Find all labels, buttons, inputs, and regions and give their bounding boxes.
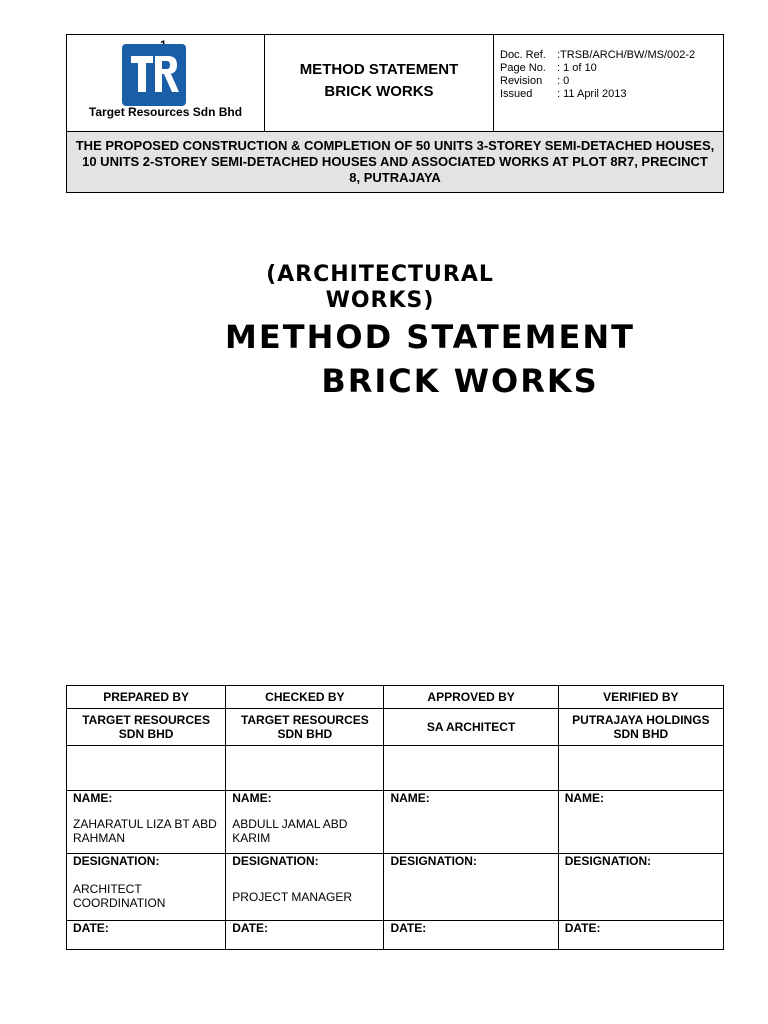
company-name: Target Resources Sdn Bhd <box>88 105 243 119</box>
designation-row <box>67 854 724 921</box>
org-verified: PUTRAJAYA HOLDINGS SDN BHD <box>558 709 723 746</box>
col-approved-by: APPROVED BY <box>384 686 558 709</box>
meta-page-no: Page No. : 1 of 10 <box>500 62 597 74</box>
name-row <box>67 791 724 854</box>
name-cell: NAME: ABDULL JAMAL ABD KARIM <box>226 791 384 854</box>
name-value: ABDULL JAMAL ABD KARIM <box>232 817 348 845</box>
document-meta <box>494 35 724 132</box>
meta-issued: Issued : 11 April 2013 <box>500 88 627 100</box>
col-verified-by: VERIFIED BY <box>558 686 723 709</box>
signature-cell <box>384 746 558 791</box>
date-cell: DATE: <box>384 921 558 950</box>
logo-cell <box>67 35 265 132</box>
org-prepared: TARGET RESOURCES SDN BHD <box>67 709 226 746</box>
header-title-line2: BRICK WORKS <box>324 83 434 100</box>
name-cell: NAME: <box>384 791 558 854</box>
signature-row <box>67 746 724 791</box>
signoff-org-row <box>67 709 724 746</box>
name-cell: NAME: ZAHARATUL LIZA BT ABD RAHMAN <box>67 791 226 854</box>
date-cell: DATE: <box>226 921 384 950</box>
designation-cell: DESIGNATION: <box>558 854 723 921</box>
designation-cell: DESIGNATION: <box>384 854 558 921</box>
signoff-table <box>66 685 724 950</box>
name-cell: NAME: <box>558 791 723 854</box>
col-checked-by: CHECKED BY <box>226 686 384 709</box>
main-title-line2: BRICK WORKS <box>321 362 599 400</box>
signature-cell <box>226 746 384 791</box>
header-title <box>265 35 494 132</box>
org-checked: TARGET RESOURCES SDN BHD <box>226 709 384 746</box>
designation-value: ARCHITECT COORDINATION <box>73 882 166 910</box>
meta-revision: Revision : 0 <box>500 75 570 87</box>
date-cell: DATE: <box>67 921 226 950</box>
date-row <box>67 921 724 950</box>
document-header <box>66 34 724 193</box>
name-value: ZAHARATUL LIZA BT ABD RAHMAN <box>73 817 217 845</box>
meta-doc-ref: Doc. Ref. :TRSB/ARCH/BW/MS/002-2 <box>500 49 696 61</box>
tr-logo-icon <box>122 44 186 106</box>
signoff-header-row <box>67 686 724 709</box>
project-description: THE PROPOSED CONSTRUCTION & COMPLETION OF 50 UNITS 3-STOREY SEMI-DETACHED HOUSES, 10 UNITS 2-STOREY SEMI-DETACHED HOUSES AND ASSOCIATED WORKS AT PLOT 8R7, PRECINCT 8, PUTRAJAYA <box>67 132 724 193</box>
signature-cell <box>558 746 723 791</box>
designation-cell: DESIGNATION: ARCHITECT COORDINATION <box>67 854 226 921</box>
sub-title: (ARCHITECTURAL WORKS) <box>266 262 494 313</box>
date-cell: DATE: <box>558 921 723 950</box>
main-title-line1: METHOD STATEMENT <box>225 318 635 356</box>
designation-value: PROJECT MANAGER <box>232 890 353 904</box>
header-title-line1: METHOD STATEMENT <box>299 61 459 78</box>
col-prepared-by: PREPARED BY <box>67 686 226 709</box>
signature-cell <box>67 746 226 791</box>
org-approved: SA ARCHITECT <box>384 709 558 746</box>
designation-cell: DESIGNATION: PROJECT MANAGER <box>226 854 384 921</box>
